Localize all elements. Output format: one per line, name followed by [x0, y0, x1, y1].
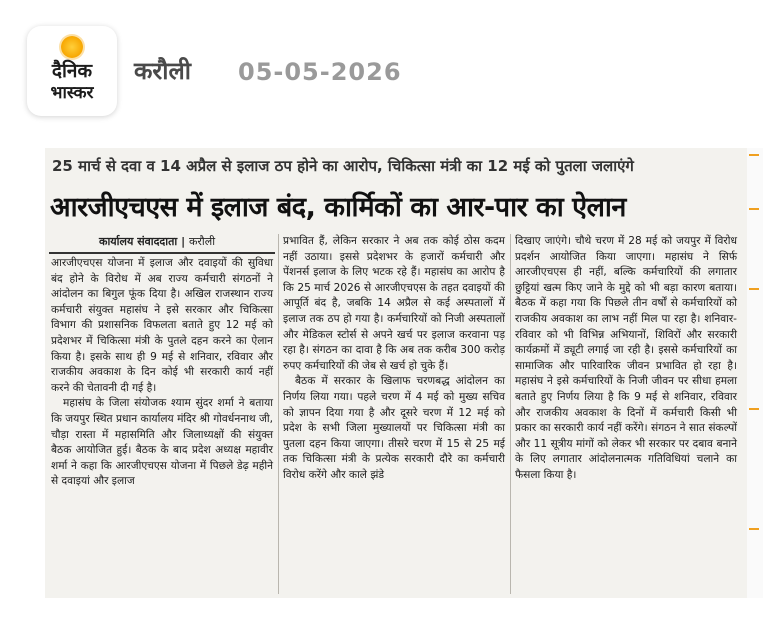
- adjacent-page-edge: [747, 148, 763, 598]
- logo-text-line1: दैनिक: [51, 60, 93, 82]
- sun-icon: [61, 36, 83, 58]
- edition-city: करौली: [134, 57, 191, 85]
- paragraph: दिखाए जाएंगे। चौथे चरण में 28 मई को जयपुर में विरोध प्रदर्शन आयोजित किया जाएगा। महासंघ ने सिर्फ आरजीएचएस ही नहीं, बल्कि कर्मचारियों की लगातार छुट्टियां खत्म किए जाने के मुद्दे को भी बड़ा कारण बताया। बैठक में कहा गया कि पिछले तीन वर्षों से कर्मचारियों को राजकीय अवकाश का लाभ नहीं मिल पा रहा है। शनिवार-रविवार को भी विभिन्न अभियानों, शिविरों और सरकारी कार्यक्रमों में ड्यूटी लगाई जा रही है। इससे कर्मचारियों का सामाजिक और पारिवारिक जीवन प्रभावित हो रहा है। महासंघ ने इसे कर्मचारियों के निजी जीवन पर सीधा हमला बताते हुए निर्णय लिया है कि 9 मई से शनिवार, रविवार और राजकीय अवकाश के दिनों में कर्मचारी किसी भी प्रकार का सरकारी कार्य नहीं करेंगे। संगठन ने सात संकल्पों और 11 सूत्रीय मांगों को लेकर भी सरकार पर दबाव बनाने के लिए लगातार आंदोलनात्मक गतिविधियां चलाने का फैसला किया है।: [515, 235, 737, 481]
- column-divider: [510, 234, 511, 594]
- article-column-1: [51, 256, 273, 490]
- byline-separator: |: [181, 235, 186, 248]
- header: [0, 0, 763, 130]
- byline-reporter: कार्यालय संवाददाता: [99, 235, 178, 248]
- article-headline: आरजीएचएस में इलाज बंद, कार्मिकों का आर-पार का ऐलान: [50, 192, 626, 223]
- byline-rule: [49, 252, 275, 254]
- byline: [99, 234, 215, 250]
- edition-date: 05-05-2026: [238, 58, 402, 86]
- paragraph: महासंघ के जिला संयोजक श्याम सुंदर शर्मा ने बताया कि जयपुर स्थित प्रधान कार्यालय मंदिर श्री गोवर्धननाथ जी, चौड़ा रास्ता में महासमिति और जिलाध्यक्षों की संयुक्त बैठक आयोजित हुई। बैठक के बाद प्रदेश अध्यक्ष महावीर शर्मा ने कहा कि आरजीएचएस योजना में पिछले डेढ़ महीने से दवाइयां और इलाज: [51, 397, 273, 488]
- edge-mark: [749, 408, 759, 410]
- byline-city: करौली: [188, 235, 216, 248]
- edge-mark: [749, 528, 759, 530]
- edge-mark: [749, 288, 759, 290]
- paragraph: बैठक में सरकार के खिलाफ चरणबद्ध आंदोलन का निर्णय लिया गया। पहले चरण में 4 मई को मुख्य सचिव को ज्ञापन दिया गया है और दूसरे चरण में 12 मई को प्रदेश के सभी जिला मुख्यालयों पर चिकित्सा मंत्री का पुतला दहन किया जाएगा। तीसरे चरण में 15 से 25 मई तक चिकित्सा मंत्री के प्रत्येक सरकारी दौरे का कर्मचारी विरोध करेंगे और काले झंडे: [283, 375, 505, 481]
- article-kicker: 25 मार्च से दवा व 14 अप्रैल से इलाज ठप होने का आरोप, चिकित्सा मंत्री का 12 मई को पुतला जलाएंगे: [52, 157, 634, 175]
- paragraph: आरजीएचएस योजना में इलाज और दवाइयों की सुविधा बंद होने के विरोध में अब राज्य कर्मचारी संगठनों ने आंदोलन का बिगुल फूंक दिया है। अखिल राजस्थान राज्य कर्मचारी संयुक्त महासंघ ने इसे सरकार और चिकित्सा विभाग की प्रशासनिक विफलता बताते हुए 12 मई को प्रदेशभर में चिकित्सा मंत्री के पुतले दहन करने का ऐलान किया है। इसके साथ ही 9 मई से शनिवार, रविवार और राजकीय अवकाश के दिन कोई भी सरकारी कार्य नहीं करने की चेतावनी दी गई है।: [51, 257, 273, 394]
- news-clipping: [45, 148, 747, 598]
- edge-mark: [749, 208, 759, 210]
- paragraph: प्रभावित हैं, लेकिन सरकार ने अब तक कोई ठोस कदम नहीं उठाया। इससे प्रदेशभर के हजारों कर्मचारी और पेंशनर्स इलाज के लिए भटक रहे हैं। महासंघ का आरोप है कि 25 मार्च 2026 से आरजीएचएस के तहत दवाइयों की आपूर्ति बंद है, जबकि 14 अप्रैल से कई अस्पतालों में इलाज तक ठप हो गया है। कर्मचारियों को निजी अस्पतालों और मेडिकल स्टोर्स से अपने खर्च पर इलाज करवाना पड़ रहा है। संगठन का दावा है कि अब तक करीब 300 करोड़ रुपए कर्मचारियों की जेब से खर्च हो चुके हैं।: [283, 235, 505, 372]
- article-column-2: [283, 234, 505, 484]
- dainik-bhaskar-logo[interactable]: [27, 26, 117, 116]
- article-column-3: [515, 234, 737, 484]
- logo-text-line2: भास्कर: [50, 83, 94, 103]
- column-divider: [278, 234, 279, 594]
- edge-mark: [749, 154, 759, 156]
